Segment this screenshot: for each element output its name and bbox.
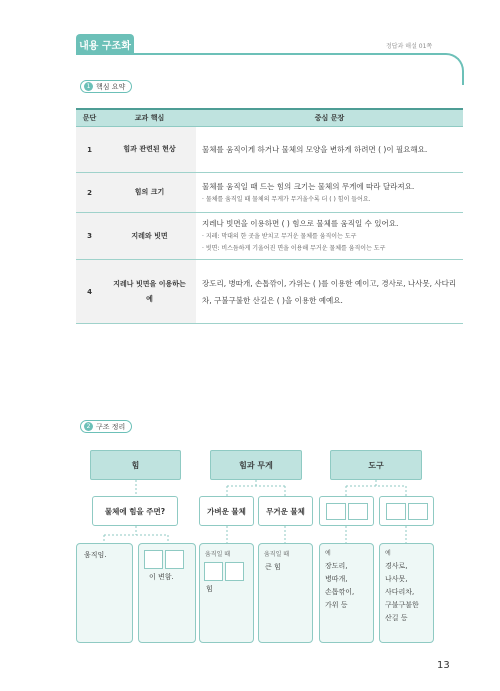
result-text: 큰 힘 xyxy=(265,563,281,571)
example-item: 구불구불한 xyxy=(385,601,419,609)
result-caption: 움직일 때 xyxy=(205,551,231,558)
result-box-moves xyxy=(76,543,133,643)
example-item: 산길 등 xyxy=(385,614,408,622)
result-box-heavy xyxy=(258,543,313,643)
answer-blank[interactable] xyxy=(225,562,244,581)
answer-blank[interactable] xyxy=(144,550,163,569)
header-core: 교과 핵심 xyxy=(103,109,196,127)
answer-blank-pair xyxy=(144,550,184,569)
answer-blank-pair xyxy=(204,562,244,581)
question-box: 물체에 힘을 주면? xyxy=(92,496,178,526)
header-paragraph: 문단 xyxy=(76,109,103,127)
section-number: 1 xyxy=(84,82,93,91)
example-box-lever xyxy=(319,543,374,643)
result-text: 힘 xyxy=(206,585,213,593)
result-caption: 움직일 때 xyxy=(264,551,290,558)
heavy-object-box: 무거운 물체 xyxy=(258,496,313,526)
section-title: 핵심 요약 xyxy=(96,82,126,91)
row-number: 3 xyxy=(76,213,103,260)
main-sentence: 물체를 움직이게 하거나 물체의 모양을 변하게 하려면 ( )이 필요해요. xyxy=(202,144,428,154)
result-box-light xyxy=(199,543,254,643)
answer-reference: 정답과 해설 01쪽 xyxy=(386,43,433,50)
example-item: 나사못, xyxy=(385,575,408,583)
answer-blank[interactable] xyxy=(326,503,346,520)
topic-box-tools: 도구 xyxy=(330,450,422,480)
section-number: 2 xyxy=(84,422,93,431)
topic-box-force-weight: 힘과 무게 xyxy=(210,450,302,480)
sub-sentence: · 빗면: 비스듬하게 기울어진 면을 이용해 무거운 물체를 움직이는 도구 xyxy=(202,245,386,252)
row-core: 힘과 관련된 현상 xyxy=(103,127,196,173)
main-sentence: 장도리, 병따개, 손톱깎이, 가위는 ( )를 이용한 예이고, 경사로, 나사못, 사다리차, 구불구불한 산길은 ( )을 이용한 예예요. xyxy=(202,278,457,305)
main-sentence: 물체를 움직일 때 드는 힘의 크기는 물체의 무게에 따라 달라져요. xyxy=(202,181,415,191)
sub-sentence: · 물체를 움직일 때 물체의 무게가 무거울수록 더 ( ) 힘이 들어요. xyxy=(202,195,371,203)
main-sentence: 지레나 빗면을 이용하면 ( ) 힘으로 물체를 움직일 수 있어요. xyxy=(202,219,399,228)
answer-blank[interactable] xyxy=(386,503,406,520)
page-number: 13 xyxy=(437,660,450,671)
light-object-box: 가벼운 물체 xyxy=(199,496,254,526)
blank-pair-box-lever xyxy=(319,496,374,526)
answer-blank[interactable] xyxy=(348,503,368,520)
answer-blank[interactable] xyxy=(204,562,223,581)
example-box-slope xyxy=(379,543,434,643)
example-item: 장도리, xyxy=(325,562,348,570)
section-title: 구조 정리 xyxy=(96,422,126,431)
example-item: 경사로, xyxy=(385,562,408,570)
result-text: 움직임. xyxy=(84,551,107,559)
section-header-tab: 내용 구조화 xyxy=(76,34,134,54)
example-item: 가위 등 xyxy=(325,601,348,609)
example-label: 예 xyxy=(325,550,331,557)
row-core: 지레와 빗면 xyxy=(103,213,196,260)
blank-pair-box-slope xyxy=(379,496,434,526)
answer-blank[interactable] xyxy=(165,550,184,569)
sub-sentence: · 지레: 막대의 한 곳을 받치고 무거운 물체를 움직이는 도구 xyxy=(202,233,357,240)
example-label: 예 xyxy=(385,550,391,557)
row-number: 2 xyxy=(76,173,103,213)
example-item: 사다리차, xyxy=(385,588,415,596)
row-core: 힘의 크기 xyxy=(103,173,196,213)
topic-box-force: 힘 xyxy=(90,450,181,480)
answer-blank[interactable] xyxy=(408,503,428,520)
row-number: 4 xyxy=(76,260,103,324)
row-number: 1 xyxy=(76,127,103,173)
result-box-shape xyxy=(138,543,196,643)
example-item: 병따개, xyxy=(325,575,348,583)
header-sentence: 중심 문장 xyxy=(196,109,463,127)
example-item: 손톱깎이, xyxy=(325,588,355,596)
row-core: 지레나 빗면을 이용하는 예 xyxy=(103,260,196,324)
result-text: 이 변함. xyxy=(149,573,174,581)
